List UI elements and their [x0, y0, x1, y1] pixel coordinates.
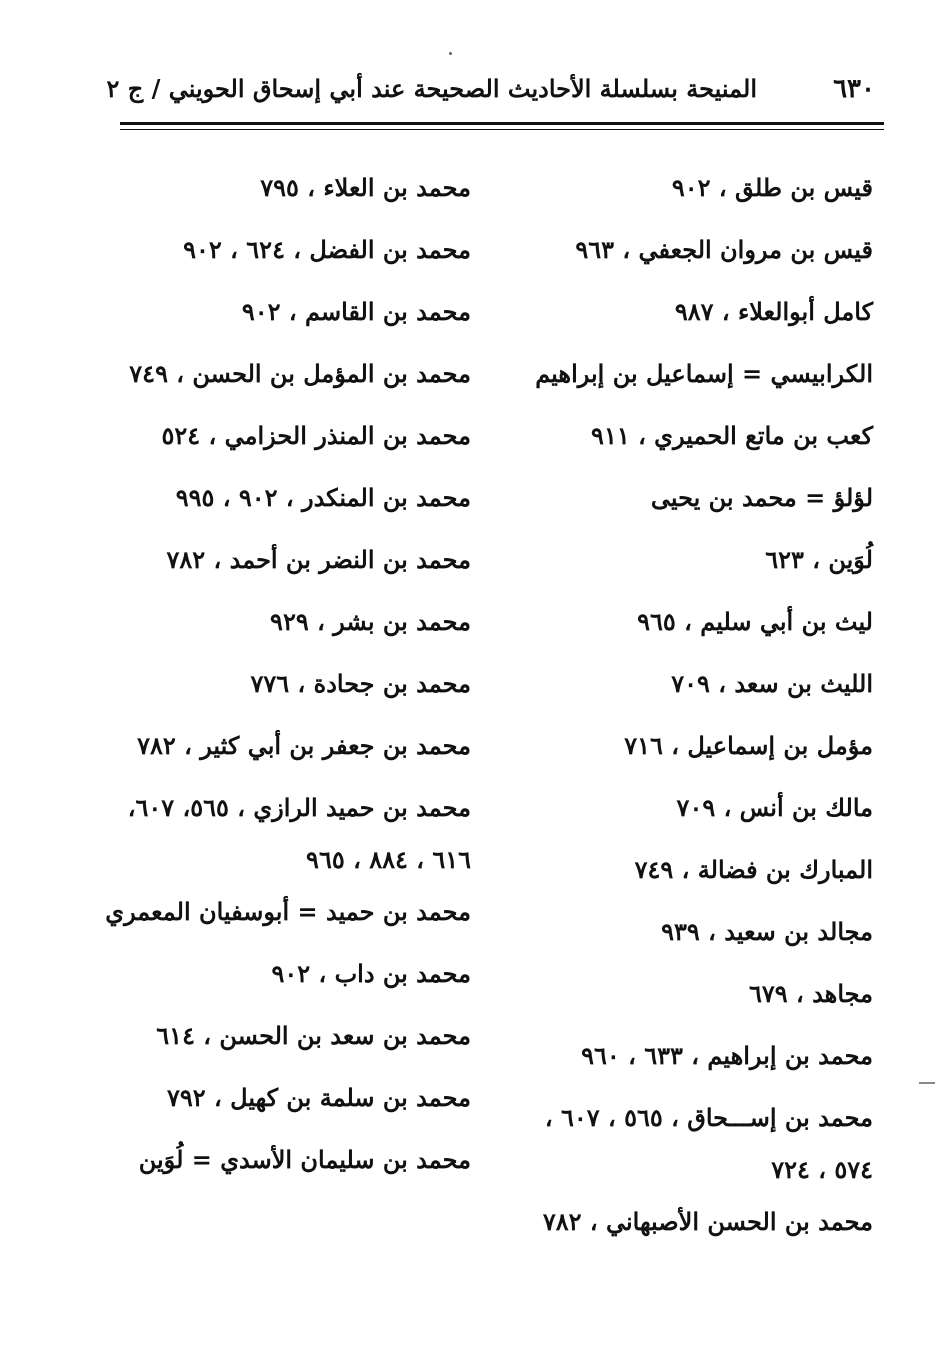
index-entry: محمد بن إبراهيم ، ٦٣٣ ، ٩٦٠ — [581, 1041, 873, 1070]
index-entry-continuation: ٦١٦ ، ٨٨٤ ، ٩٦٥ — [306, 845, 471, 874]
index-entry-line: محمد بن إســـحاق ، ٥٦٥ ، ٦٠٧ ، — [544, 1103, 873, 1132]
index-entry: المبارك بن فضالة ، ٧٤٩ — [634, 855, 873, 884]
index-entry: محمد بن العلاء ، ٧٩٥ — [260, 173, 471, 202]
page-number: ٦٣٠ — [833, 74, 875, 104]
index-entry: مؤمل بن إسماعيل ، ٧١٦ — [624, 731, 873, 760]
index-entry: محمد بن المؤمل بن الحسن ، ٧٤٩ — [129, 359, 471, 388]
index-entry-multiline — [111, 788, 471, 892]
index-entry: محمد بن جعفر بن أبي كثير ، ٧٨٢ — [137, 731, 471, 760]
index-entry: كامل أبوالعلاء ، ٩٨٧ — [674, 297, 873, 326]
index-entry: محمد بن حميد = أبوسفيان المعمري — [105, 897, 471, 926]
index-column-right — [493, 168, 873, 1264]
index-entry: محمد بن بشر ، ٩٢٩ — [270, 607, 471, 636]
index-entry: محمد بن جحادة ، ٧٧٦ — [250, 669, 471, 698]
index-entry: الكرابيسي = إسماعيل بن إبراهيم — [535, 359, 873, 388]
index-entry-line: محمد بن حميد الرازي ، ٥٦٥، ٦٠٧، — [127, 793, 471, 822]
index-entry-multiline — [493, 1098, 873, 1202]
index-entry: مجاهد ، ٦٧٩ — [748, 979, 873, 1008]
header-rule-thick — [120, 122, 884, 125]
index-entry: كعب بن ماتع الحميري ، ٩١١ — [591, 421, 873, 450]
page-header — [106, 62, 885, 104]
index-entry-continuation: ٥٧٤ ، ٧٢٤ — [771, 1155, 873, 1184]
index-entry: الليث بن سعد ، ٧٠٩ — [671, 669, 873, 698]
index-entry: محمد بن القاسم ، ٩٠٢ — [241, 297, 471, 326]
index-entry: قيس بن طلق ، ٩٠٢ — [671, 173, 873, 202]
index-entry: محمد بن المنكدر ، ٩٠٢ ، ٩٩٥ — [175, 483, 471, 512]
index-entry: محمد بن الحسن الأصبهاني ، ٧٨٢ — [542, 1207, 873, 1236]
index-entry: ليث بن أبي سليم ، ٩٦٥ — [637, 607, 873, 636]
header-rule-thin — [120, 129, 884, 130]
running-title: المنيحة بسلسلة الأحاديث الصحيحة عند أبي إسحاق الحويني / ج ٢ — [106, 74, 757, 103]
index-entry: محمد بن سعد بن الحسن ، ٦١٤ — [156, 1021, 471, 1050]
scan-edge-mark — [919, 1082, 935, 1084]
index-entry: محمد بن المنذر الحزامي ، ٥٢٤ — [161, 421, 471, 450]
index-entry: محمد بن النضر بن أحمد ، ٧٨٢ — [166, 545, 471, 574]
index-entry: محمد بن سلمة بن كهيل ، ٧٩٢ — [167, 1083, 471, 1112]
index-entry: قيس بن مروان الجعفي ، ٩٦٣ — [575, 235, 873, 264]
index-entry: محمد بن الفضل ، ٦٢٤ ، ٩٠٢ — [183, 235, 471, 264]
index-entry: محمد بن داب ، ٩٠٢ — [271, 959, 471, 988]
scan-speck — [449, 52, 452, 55]
index-entry: مالك بن أنس ، ٧٠٩ — [676, 793, 873, 822]
index-column-left — [105, 168, 471, 1202]
index-entry: مجالد بن سعيد ، ٩٣٩ — [661, 917, 873, 946]
index-entry: لُوَين ، ٦٢٣ — [765, 545, 873, 574]
index-entry: محمد بن سليمان الأسدي = لُوَين — [138, 1145, 471, 1174]
index-entry: لؤلؤ = محمد بن يحيى — [650, 483, 873, 512]
